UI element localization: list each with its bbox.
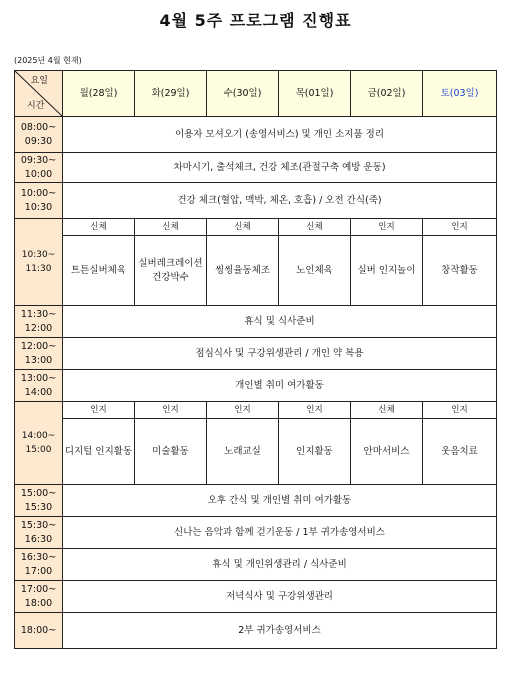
weekday-label: 요일 xyxy=(30,76,48,86)
activity-cell: 저녁식사 및 구강위생관리 xyxy=(63,581,497,613)
page-title: 4월 5주 프로그램 진행표 xyxy=(159,11,352,30)
program-cell: 노인체육 xyxy=(279,236,351,306)
time-end: 15:00 xyxy=(25,445,52,455)
time-slot-row xyxy=(15,581,497,613)
activity-cell: 건강 체크(혈압, 맥박, 체온, 호흡) / 오전 간식(죽) xyxy=(63,183,497,219)
time-end: 11:30 xyxy=(25,264,52,274)
time-slot-row xyxy=(15,306,497,338)
activity-cell: 신나는 음악과 함께 걷기운동 / 1부 귀가송영서비스 xyxy=(63,517,497,549)
time-start: 15:30~ xyxy=(20,519,57,531)
day-header-tue: 화(29일) xyxy=(135,71,207,117)
time-cell xyxy=(15,183,63,219)
time-start: 11:30~ xyxy=(20,308,57,320)
program-row xyxy=(15,236,497,306)
time-slot-row xyxy=(15,338,497,370)
day-header-fri: 금(02일) xyxy=(351,71,423,117)
schedule-table xyxy=(14,70,497,649)
time-start: 10:30~ xyxy=(21,250,56,260)
program-cell: 웃음치료 xyxy=(423,419,497,485)
time-start: 15:00~ xyxy=(20,487,57,499)
time-cell xyxy=(15,306,63,338)
time-start: 12:00~ xyxy=(20,340,57,352)
time-slot-row xyxy=(15,183,497,219)
time-cell xyxy=(15,485,63,517)
time-end: 13:00 xyxy=(24,354,53,366)
time-end: 12:00 xyxy=(24,322,53,334)
time-start: 09:30~ xyxy=(20,154,57,166)
activity-cell: 차마시기, 출석체크, 건강 체조(관절구축 예방 운동) xyxy=(63,153,497,183)
time-slot-row xyxy=(15,117,497,153)
activity-cell: 휴식 및 개인위생관리 / 식사준비 xyxy=(63,549,497,581)
program-category: 인지 xyxy=(63,402,135,419)
day-header-thu: 목(01일) xyxy=(279,71,351,117)
time-slot-row xyxy=(15,549,497,581)
time-start: 13:00~ xyxy=(20,372,57,384)
time-start: 14:00~ xyxy=(21,431,56,441)
program-cell: 디지털 인지활동 xyxy=(63,419,135,485)
activity-cell: 개인별 취미 여가활동 xyxy=(63,370,497,402)
time-end: 14:00 xyxy=(24,386,53,398)
program-cell: 실버 인지놀이 xyxy=(351,236,423,306)
time-cell xyxy=(15,370,63,402)
program-category: 인지 xyxy=(423,219,497,236)
time-start: 16:30~ xyxy=(20,551,57,563)
time-cell xyxy=(15,517,63,549)
time-end: 10:00 xyxy=(24,168,53,180)
time-slot-row xyxy=(15,613,497,649)
activity-cell: 점심식사 및 구강위생관리 / 개인 약 복용 xyxy=(63,338,497,370)
program-cell: 씽씽율동체조 xyxy=(207,236,279,306)
time-slot-row xyxy=(15,219,497,236)
time-end: 09:30 xyxy=(24,135,53,147)
program-category: 인지 xyxy=(351,219,423,236)
time-end: 16:30 xyxy=(24,533,53,545)
time-end: 10:30 xyxy=(24,201,53,213)
time-cell xyxy=(15,613,63,649)
activity-cell: 휴식 및 식사준비 xyxy=(63,306,497,338)
program-category: 인지 xyxy=(423,402,497,419)
time-start: 17:00~ xyxy=(20,583,57,595)
header-corner-cell xyxy=(15,71,63,117)
time-cell xyxy=(15,549,63,581)
time-slot-row xyxy=(15,153,497,183)
time-cell xyxy=(15,581,63,613)
activity-cell: 2부 귀가송영서비스 xyxy=(63,613,497,649)
program-cell: 실버레크레이션 건강박수 xyxy=(135,236,207,306)
time-start: 08:00~ xyxy=(20,121,57,133)
date-note: (2025년 4월 현재) xyxy=(14,56,82,65)
time-cell xyxy=(15,402,63,485)
activity-cell: 오후 간식 및 개인별 취미 여가활동 xyxy=(63,485,497,517)
program-category: 인지 xyxy=(207,402,279,419)
time-slot-row xyxy=(15,485,497,517)
time-cell xyxy=(15,153,63,183)
time-cell xyxy=(15,338,63,370)
program-cell: 인지활동 xyxy=(279,419,351,485)
time-slot-row xyxy=(15,370,497,402)
program-category: 인지 xyxy=(279,402,351,419)
time-slot-row xyxy=(15,402,497,419)
day-header-sat: 토(03일) xyxy=(423,71,497,117)
program-cell: 트튼실버체육 xyxy=(63,236,135,306)
program-category: 인지 xyxy=(135,402,207,419)
program-category: 신체 xyxy=(135,219,207,236)
program-category: 신체 xyxy=(63,219,135,236)
program-cell: 창작활동 xyxy=(423,236,497,306)
program-cell: 노래교실 xyxy=(207,419,279,485)
time-end: 18:00 xyxy=(24,597,53,609)
program-cell: 미술활동 xyxy=(135,419,207,485)
time-end: 15:30 xyxy=(24,501,53,513)
time-start: 18:00~ xyxy=(20,624,57,636)
program-cell: 안마서비스 xyxy=(351,419,423,485)
time-cell xyxy=(15,117,63,153)
time-start: 10:00~ xyxy=(20,187,57,199)
time-cell xyxy=(15,219,63,306)
header-row xyxy=(15,71,497,117)
program-category: 신체 xyxy=(207,219,279,236)
day-header-mon: 월(28일) xyxy=(63,71,135,117)
activity-cell: 이용자 모셔오기 (송영서비스) 및 개인 소지품 정리 xyxy=(63,117,497,153)
program-category: 신체 xyxy=(351,402,423,419)
time-slot-row xyxy=(15,517,497,549)
program-row xyxy=(15,419,497,485)
time-end: 17:00 xyxy=(24,565,53,577)
time-label: 시간 xyxy=(27,101,45,111)
schedule-body xyxy=(15,71,497,649)
day-header-wed: 수(30일) xyxy=(207,71,279,117)
program-category: 신체 xyxy=(279,219,351,236)
